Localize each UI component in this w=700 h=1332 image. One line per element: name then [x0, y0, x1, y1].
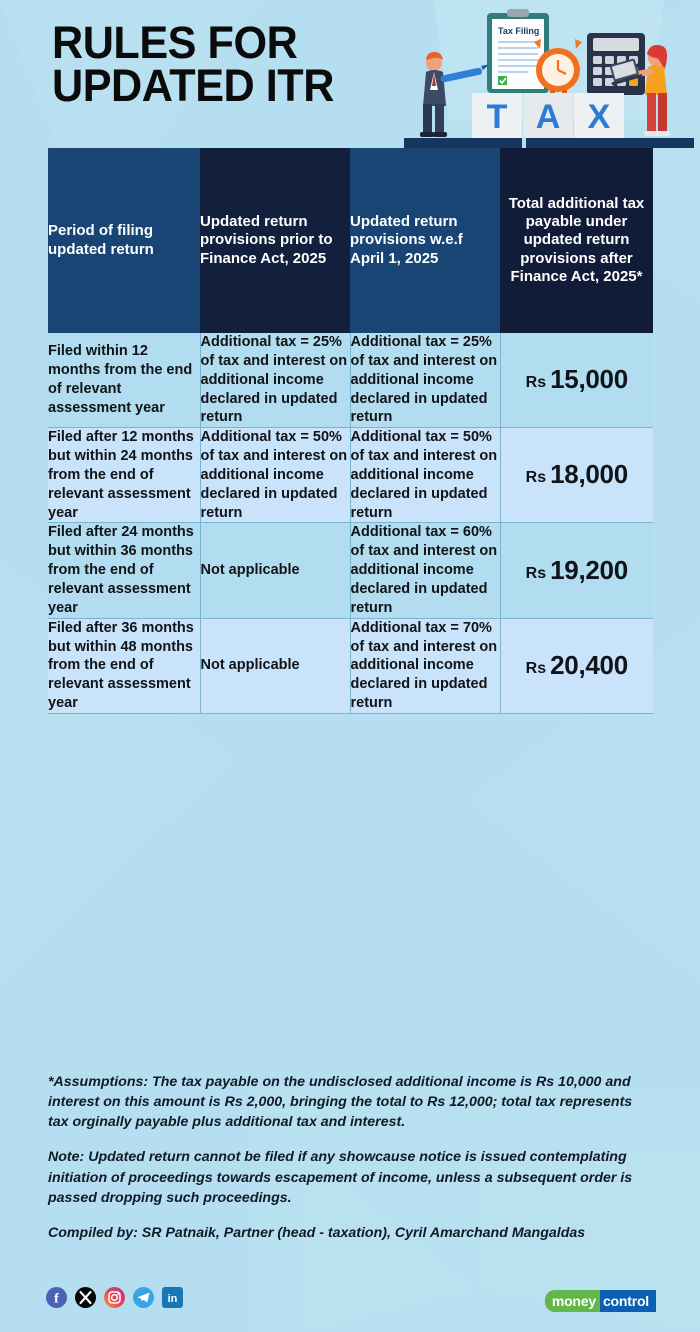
- cell-period: Filed after 24 months but within 36 months from the end of relevant assessment year: [48, 523, 200, 618]
- table-row: [48, 428, 653, 523]
- table-head: [48, 148, 653, 333]
- cell-total-additional-tax: [500, 523, 653, 618]
- logo-money-text: money: [545, 1290, 600, 1312]
- table-header-row: [48, 148, 653, 333]
- currency-label: Rs: [525, 659, 547, 677]
- page-title: [52, 17, 334, 111]
- cell-total-additional-tax: [500, 428, 653, 523]
- amount-value: 20,400: [550, 649, 628, 680]
- svg-text:in: in: [167, 1293, 178, 1305]
- footer: [0, 1270, 700, 1332]
- tax-filing-illustration: [404, 0, 694, 148]
- compiled-by-note: Compiled by: SR Patnaik, Partner (head - taxation), Cyril Amarchand Mangaldas: [48, 1224, 586, 1241]
- cell-wef-provision: Additional tax = 25% of tax and interest on additional income declared in updated return: [350, 333, 500, 428]
- logo-control-text: control: [600, 1290, 656, 1312]
- page-title-line1: RULES FOR: [52, 17, 298, 68]
- cell-total-additional-tax: [500, 618, 653, 713]
- cell-period: Filed after 12 months but within 24 months from the end of relevant assessment year: [48, 428, 200, 523]
- svg-text:f: f: [54, 1291, 59, 1307]
- svg-text:A: A: [535, 98, 561, 136]
- cell-prior-provision: Additional tax = 25% of tax and interest on additional income declared in updated return: [200, 333, 350, 428]
- cell-wef-provision: Additional tax = 50% of tax and interest on additional income declared in updated return: [350, 428, 500, 523]
- moneycontrol-logo[interactable]: [545, 1290, 656, 1312]
- x-twitter-icon[interactable]: [75, 1287, 96, 1308]
- table-row: [48, 333, 653, 428]
- currency-label: Rs: [525, 564, 547, 582]
- cell-total-additional-tax: [500, 333, 653, 428]
- social-links: [46, 1287, 183, 1308]
- facebook-icon[interactable]: [46, 1287, 67, 1308]
- page-title-line2: UPDATED ITR: [52, 59, 334, 111]
- svg-text:T: T: [486, 98, 508, 136]
- cell-wef-provision: Additional tax = 60% of tax and interest on additional income declared in updated return: [350, 523, 500, 618]
- svg-text:X: X: [587, 98, 611, 136]
- column-header-total-additional-tax: Total additional tax payable under updated return provisions after Finance Act, 2025*: [500, 148, 653, 333]
- cell-prior-provision: Not applicable: [200, 618, 350, 713]
- cell-period: Filed within 12 months from the end of relevant assessment year: [48, 333, 200, 428]
- telegram-icon[interactable]: [133, 1287, 154, 1308]
- instagram-icon[interactable]: [104, 1287, 125, 1308]
- rules-table: [48, 148, 653, 714]
- amount-value: 19,200: [550, 554, 628, 585]
- amount-value: 15,000: [550, 364, 628, 395]
- table-body: [48, 333, 653, 713]
- tax-blocks: [472, 93, 624, 138]
- svg-text:Tax Filing: Tax Filing: [498, 26, 540, 36]
- cell-wef-provision: Additional tax = 70% of tax and interest on additional income declared in updated return: [350, 618, 500, 713]
- column-header-wef-provisions: Updated return provisions w.e.f April 1, 2025: [350, 148, 500, 333]
- currency-label: Rs: [525, 374, 547, 392]
- general-note: Note: Updated return cannot be filed if any showcause notice is issued contemplating initiation of proceedings towards escapement of income, unless a subsequent order is passed dropping such proceedings.: [48, 1149, 633, 1206]
- table-row: [48, 523, 653, 618]
- column-header-prior-provisions: Updated return provisions prior to Finance Act, 2025: [200, 148, 350, 333]
- cell-period: Filed after 36 months but within 48 months from the end of relevant assessment year: [48, 618, 200, 713]
- header: [0, 0, 700, 148]
- currency-label: Rs: [525, 469, 547, 487]
- cell-prior-provision: Not applicable: [200, 523, 350, 618]
- amount-value: 18,000: [550, 459, 628, 490]
- footnotes: [48, 1072, 656, 1243]
- assumptions-note: *Assumptions: The tax payable on the undisclosed additional income is Rs 10,000 and interest on this amount is Rs 2,000, bringing the total to Rs 12,000; total tax represents tax orginally payable plus additional tax and interest.: [48, 1074, 633, 1131]
- linkedin-icon[interactable]: [162, 1287, 183, 1308]
- cell-prior-provision: Additional tax = 50% of tax and interest on additional income declared in updated return: [200, 428, 350, 523]
- table-row: [48, 618, 653, 713]
- column-header-period: Period of filing updated return: [48, 148, 200, 333]
